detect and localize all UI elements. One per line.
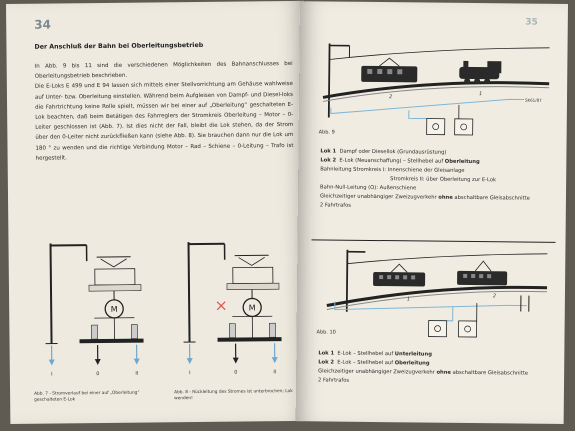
left-page	[6, 1, 308, 424]
body-text	[35, 59, 294, 164]
figure-7-caption: Abb. 7 - Stromverlauf bei einer auf „Oberleitung“ geschalteten E-Lok	[34, 390, 140, 403]
legend-9-line-4: Stromkreis II: über Oberleitung zur E-Lok	[390, 176, 497, 184]
figure-8-terminal-0: 0	[234, 369, 238, 376]
figure-8-terminal-2: II	[273, 369, 277, 376]
figure-9-pin-label: SK61/87	[524, 97, 542, 103]
legend-9-line-5: Bahn-Null-Leitung (O): Außenschiene	[320, 184, 417, 192]
figure-9-legend	[320, 147, 561, 213]
figure-10-legend	[318, 349, 558, 388]
figure-7-motor-label: M	[110, 304, 118, 314]
legend-9-line-2: Lok 2 E-Lok (Neuanschaffung) – Stellhebel auf Oberleitung	[320, 157, 480, 166]
figure-7-terminal-2: II	[135, 370, 139, 377]
legend-9-line-6: Gleichzeitiger unabhängiger Zweizugverkehr ohne abschaltbare Gleisabschnitte	[319, 193, 530, 202]
figure-8-terminal-1: I	[189, 370, 191, 377]
figure-10-loco-1-number: 1	[406, 296, 411, 303]
figure-7-terminal-0: 0	[96, 371, 100, 378]
right-page-number: 35	[525, 17, 538, 28]
legend-9-line-7: 2 Fahrtrafos	[319, 202, 352, 209]
left-page-number: 34	[34, 17, 51, 32]
legend-10-line-2: Lok 2 E-Lok – Stellhebel auf Oberleitung	[318, 359, 430, 367]
figure-7-diagram	[38, 233, 150, 384]
legend-9-line-3: Bahnleitung Stromkreis I: Innenschiene der Gleisanlage	[320, 166, 465, 174]
section-heading: Der Anschluß der Bahn bei Oberleitungsbetrieb	[34, 41, 204, 51]
paragraph-1: In Abb. 9 bis 11 sind die verschiedenen Möglichkeiten des Bahnanschlusses bei Oberleitungsbetrieb beschrieben.	[34, 61, 293, 80]
figure-9-loco-1-number: 1	[479, 91, 483, 98]
section-divider	[312, 239, 556, 243]
paragraph-2: Die E-Loks E 499 und E 94 lassen sich mittels einer Stellvorrichtung am Gehäuse wahlweise auf Unter- bzw. Oberleitung einstellen. Während beim Aufgleisen von Dampf- und Diesel-loks die Fahrtrichtung keine Rolle spielt, müssen wir bei einer auf „Oberleitung“ geschalteten E-Lok beachten, daß beim Betätigen des Fahrreglers der Stromkreis Oberleitung – Motor – 0-Leiter geschlossen ist (Abb. 7). Ist dies nicht der Fall, bleibt die Lok stehen, da der Strom über den 0-Leiter nicht zurückfließen kann (siehe Abb. 8). Sie brauchen dann nur die Lok um 180 ° zu wenden und die richtige Verbindung Motor – Rad – Schiene – 0-Leitung – Trafo ist hergestellt.	[34, 81, 294, 162]
figure-10-label: Abb. 10	[316, 329, 336, 336]
figure-10-loco-2-number: 2	[492, 293, 497, 300]
figure-8-caption: Abb. 8 - Rückleitung des Stromes ist unterbrochen; Lok wenden!	[174, 389, 293, 402]
figure-9-diagram	[309, 37, 560, 140]
figure-9-loco-2-number: 2	[388, 94, 393, 101]
legend-10-line-4: 2 Fahrtrafos	[318, 377, 350, 384]
legend-10-line-3: Gleichzeitiger unabhängiger Zweizugverkehr ohne abschaltbare Gleisabschnitte	[318, 368, 529, 377]
figure-7-terminal-1: I	[51, 371, 53, 378]
figure-8-motor-label: M	[248, 303, 256, 313]
right-page	[296, 1, 568, 424]
figure-9-label: Abb. 9	[318, 129, 335, 136]
figure-8-diagram	[176, 231, 288, 382]
legend-9-line-1: Lok 1 Dampf oder Diesellok (Grundausrüstung)	[320, 148, 447, 156]
figure-10-diagram	[306, 245, 557, 344]
legend-10-line-1: Lok 1 E-Lok – Stellhebel auf Unterleitung	[318, 350, 432, 358]
